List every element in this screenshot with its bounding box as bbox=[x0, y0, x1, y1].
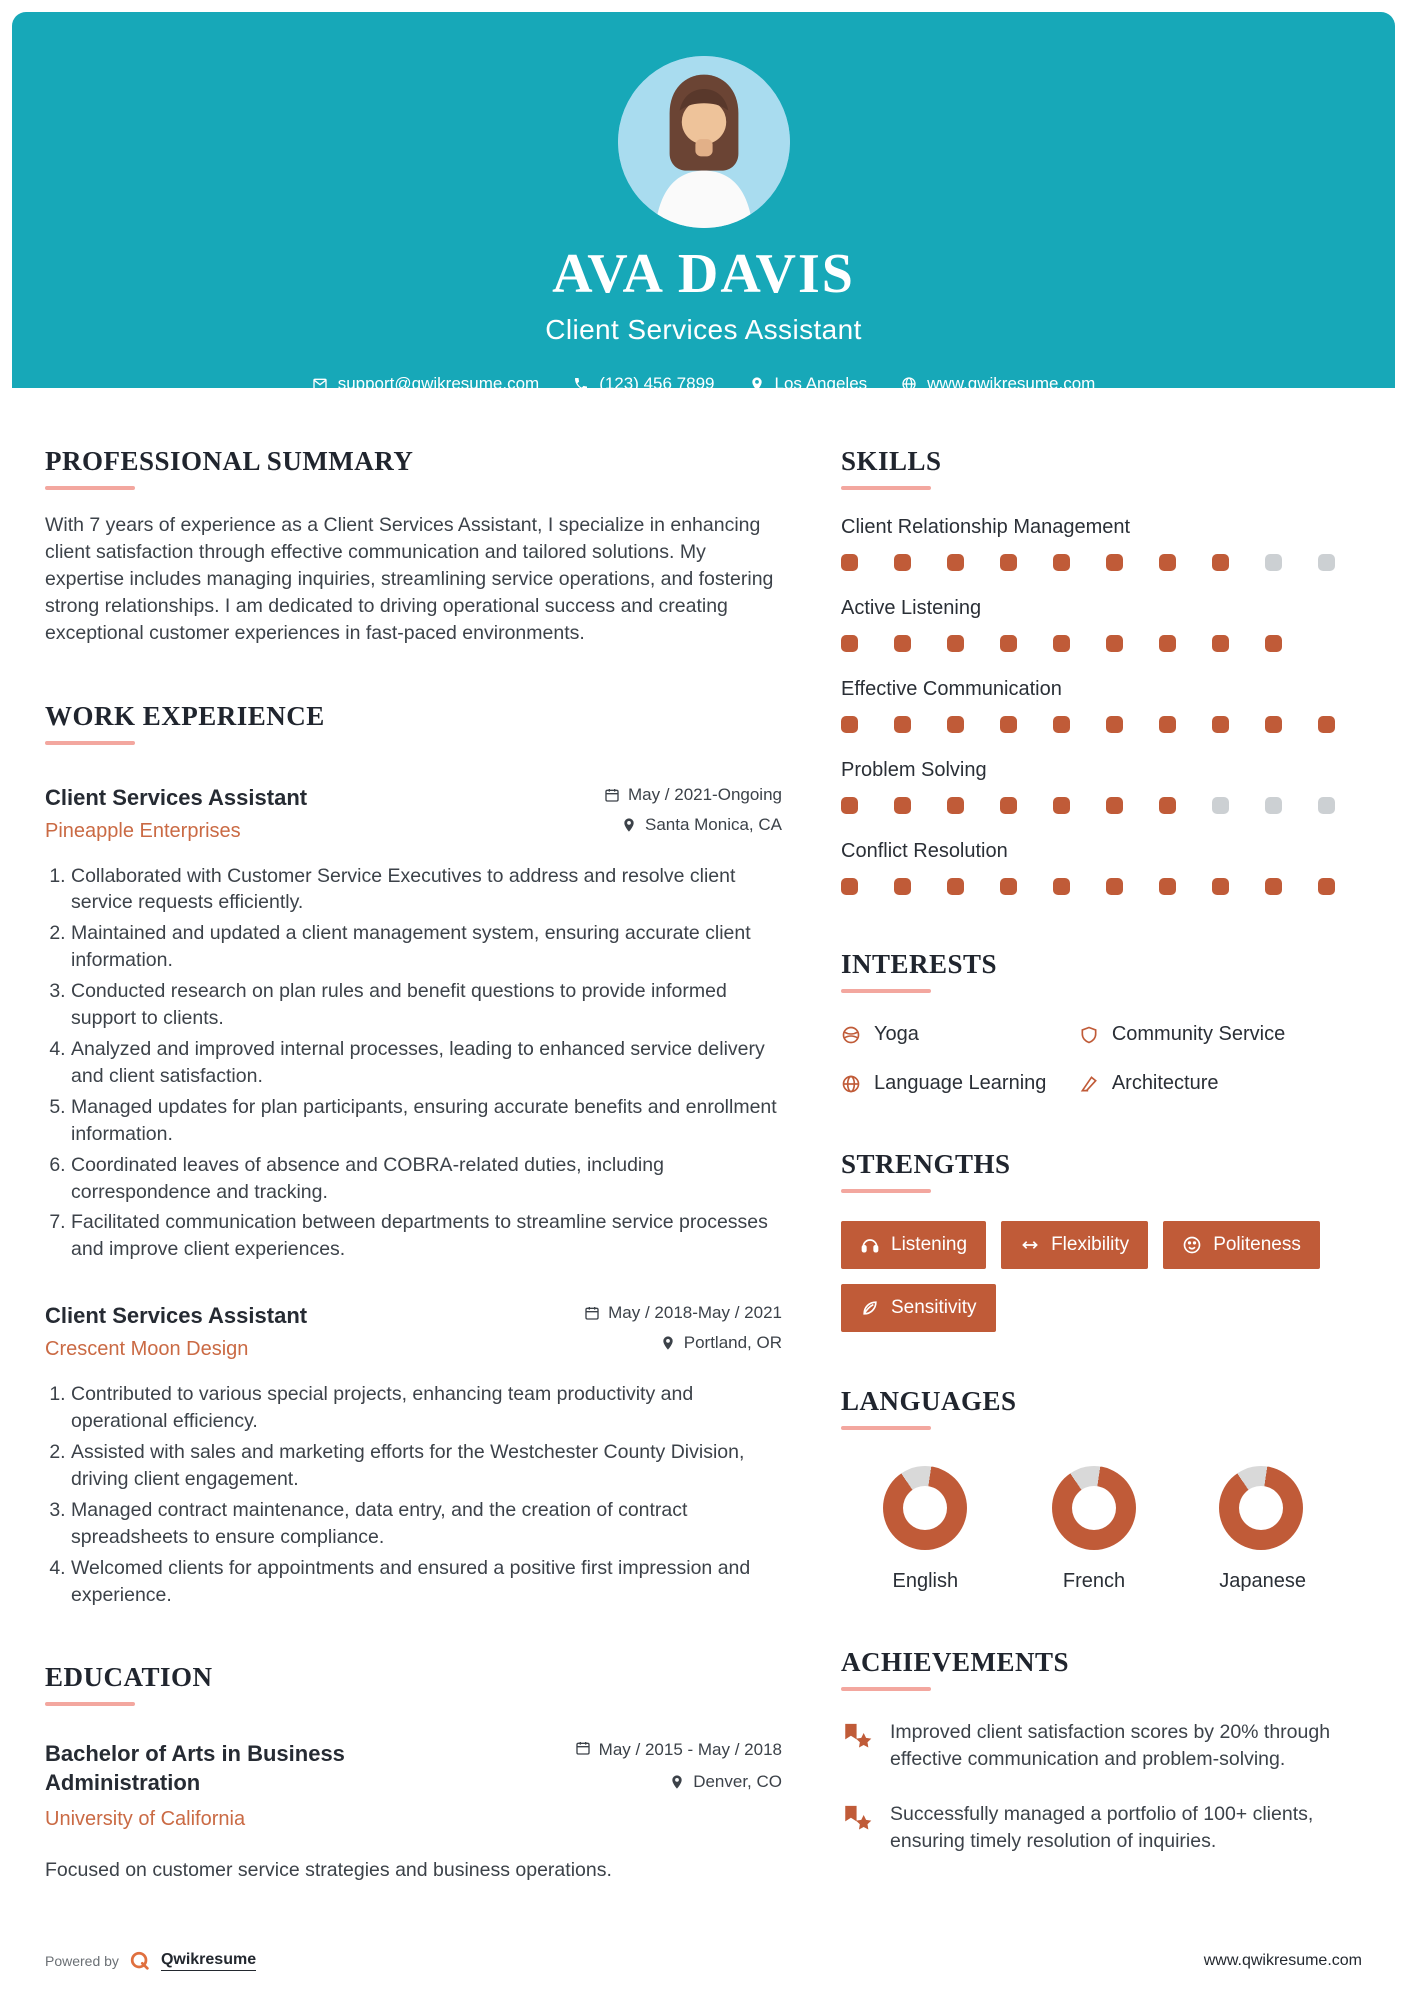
summary-text: With 7 years of experience as a Client Services Assistant, I specialize in enhancing client satisfaction through effective communication and tailored solutions. My expertise includes managing inquiries, streamlining service operations, and fostering strong relationships. I am dedicated to driving operational success and creating exceptional customer experiences in fast-paced environments. bbox=[45, 514, 774, 644]
skill-dot bbox=[894, 635, 911, 652]
education-location bbox=[575, 1772, 782, 1792]
job-bullet: 3. Conducted research on plan rules and benefit questions to provide informed support to clients. bbox=[71, 978, 782, 1032]
achievement-item bbox=[841, 1801, 1347, 1855]
skill-dot bbox=[1106, 716, 1123, 733]
interest-label: Architecture bbox=[1111, 1072, 1219, 1094]
skill-dot bbox=[947, 716, 964, 733]
smiley-icon bbox=[1182, 1235, 1202, 1255]
skill-item bbox=[841, 516, 1347, 571]
job-company: Pineapple Enterprises bbox=[45, 819, 241, 842]
right-column bbox=[841, 446, 1347, 1938]
skill-dot bbox=[1053, 635, 1070, 652]
achievements-list bbox=[841, 1719, 1347, 1855]
yoga-icon bbox=[841, 1025, 861, 1045]
leaf-icon bbox=[860, 1298, 880, 1318]
skill-dot bbox=[947, 878, 964, 895]
skill-item bbox=[841, 759, 1347, 814]
strength-label: Listening bbox=[891, 1234, 968, 1255]
skill-label: Conflict Resolution bbox=[841, 840, 1008, 862]
skill-dot bbox=[1212, 554, 1229, 571]
skill-dot bbox=[947, 797, 964, 814]
pin-icon bbox=[660, 1335, 676, 1351]
skills-heading: SKILLS bbox=[841, 446, 1347, 490]
skill-dot bbox=[1053, 716, 1070, 733]
contact-item[interactable] bbox=[573, 374, 714, 394]
skill-dot bbox=[1159, 878, 1176, 895]
job-bullet: 4. Analyzed and improved internal processes, leading to enhanced service delivery and client satisfaction. bbox=[71, 1036, 782, 1090]
job-location bbox=[604, 815, 782, 835]
resume-page bbox=[0, 12, 1407, 2002]
skill-dot bbox=[841, 797, 858, 814]
skill-dot bbox=[841, 878, 858, 895]
contact-text: www.qwikresume.com bbox=[927, 374, 1096, 393]
job-bullet: 6. Coordinated leaves of absence and COBRA-related duties, including correspondence and tracking. bbox=[71, 1152, 782, 1206]
work-heading: WORK EXPERIENCE bbox=[45, 701, 782, 745]
skill-dot bbox=[894, 554, 911, 571]
job-bullet: 2. Assisted with sales and marketing efforts for the Westchester County Division, driving client engagement. bbox=[71, 1439, 782, 1493]
job-location bbox=[584, 1333, 782, 1353]
job-dates bbox=[604, 785, 782, 805]
skill-dot bbox=[1106, 554, 1123, 571]
skill-dot bbox=[1318, 716, 1335, 733]
job-bullet: 7. Facilitated communication between departments to streamline service processes and improve client experiences. bbox=[71, 1209, 782, 1263]
skill-dot bbox=[894, 797, 911, 814]
interest-item bbox=[841, 1072, 1079, 1095]
skill-dot bbox=[1053, 797, 1070, 814]
badge-icon bbox=[841, 1803, 875, 1837]
language-donut bbox=[1219, 1466, 1303, 1550]
education-heading: EDUCATION bbox=[45, 1662, 782, 1706]
skill-dot bbox=[841, 635, 858, 652]
phone-icon bbox=[573, 376, 589, 392]
strength-label: Flexibility bbox=[1051, 1234, 1130, 1255]
skill-label: Client Relationship Management bbox=[841, 516, 1131, 538]
section-strengths bbox=[841, 1149, 1347, 1332]
strength-chip bbox=[1163, 1221, 1320, 1269]
education-entry bbox=[45, 1740, 782, 1830]
calendar-icon bbox=[584, 1305, 600, 1321]
skill-dot bbox=[947, 554, 964, 571]
achievement-text: Successfully managed a portfolio of 100+ clients, ensuring timely resolution of inquiries. bbox=[890, 1802, 1314, 1852]
languages-list bbox=[841, 1466, 1347, 1593]
skill-rating bbox=[841, 878, 1347, 895]
powered-by-label: Powered by bbox=[45, 1953, 119, 1969]
avatar-illustration bbox=[618, 56, 790, 228]
language-learning-icon bbox=[841, 1074, 861, 1094]
skill-dot bbox=[947, 635, 964, 652]
left-column bbox=[45, 446, 782, 1938]
skill-dot bbox=[1159, 635, 1176, 652]
contact-text: Los Angeles bbox=[774, 374, 868, 393]
interests-heading: INTERESTS bbox=[841, 949, 1347, 993]
strength-label: Sensitivity bbox=[891, 1297, 977, 1318]
interest-item bbox=[841, 1023, 1079, 1046]
skill-rating bbox=[841, 635, 1347, 652]
job-bullet: 2. Maintained and updated a client management system, ensuring accurate client information. bbox=[71, 920, 782, 974]
candidate-title: Client Services Assistant bbox=[545, 314, 862, 345]
summary-heading: PROFESSIONAL SUMMARY bbox=[45, 446, 782, 490]
skill-dot bbox=[1212, 716, 1229, 733]
skill-dot bbox=[841, 716, 858, 733]
architecture-icon bbox=[1079, 1074, 1099, 1094]
footer-site-link[interactable]: www.qwikresume.com bbox=[1203, 1952, 1362, 1969]
skill-dot bbox=[894, 878, 911, 895]
skill-dot bbox=[1159, 554, 1176, 571]
calendar-icon bbox=[575, 1740, 591, 1756]
skill-dot bbox=[1159, 797, 1176, 814]
skill-item bbox=[841, 678, 1347, 733]
skill-rating bbox=[841, 554, 1347, 571]
skill-dot bbox=[1000, 878, 1017, 895]
language-donut bbox=[883, 1466, 967, 1550]
contact-item[interactable] bbox=[312, 374, 540, 394]
skill-dot bbox=[1318, 554, 1335, 571]
footer bbox=[45, 1950, 1362, 1972]
job-list bbox=[45, 785, 782, 1609]
interest-label: Yoga bbox=[874, 1023, 919, 1045]
job-bullet: 1. Collaborated with Customer Service Executives to address and resolve client service requests efficiently. bbox=[71, 863, 782, 917]
section-work-experience bbox=[45, 701, 782, 1609]
skill-dot bbox=[1212, 878, 1229, 895]
pin-icon bbox=[669, 1774, 685, 1790]
strengths-heading: STRENGTHS bbox=[841, 1149, 1347, 1193]
job-dates-text: May / 2021-Ongoing bbox=[627, 784, 782, 804]
languages-heading: LANGUAGES bbox=[841, 1386, 1347, 1430]
achievement-item bbox=[841, 1719, 1347, 1773]
job-bullets bbox=[45, 863, 782, 1264]
section-professional-summary bbox=[45, 446, 782, 647]
headphones-icon bbox=[860, 1235, 880, 1255]
job-bullet: 3. Managed contract maintenance, data entry, and the creation of contract spreadsheets to ensure compliance. bbox=[71, 1497, 782, 1551]
skill-rating bbox=[841, 797, 1347, 814]
strength-label: Politeness bbox=[1213, 1234, 1301, 1255]
section-education bbox=[45, 1662, 782, 1883]
candidate-name: AVA DAVIS bbox=[552, 243, 855, 305]
skill-dot bbox=[1053, 878, 1070, 895]
skill-dot bbox=[1000, 635, 1017, 652]
job-entry bbox=[45, 785, 782, 1264]
interest-label: Community Service bbox=[1111, 1023, 1286, 1045]
language-label: English bbox=[892, 1570, 959, 1592]
skill-dot bbox=[1265, 554, 1282, 571]
calendar-icon bbox=[604, 787, 620, 803]
arrows-icon bbox=[1020, 1235, 1040, 1255]
education-dates-text: May / 2015 - May / 2018 bbox=[598, 1740, 782, 1760]
strengths-list bbox=[841, 1221, 1347, 1332]
job-title: Client Services Assistant bbox=[45, 1303, 308, 1329]
language-donut bbox=[1052, 1466, 1136, 1550]
community-service-icon bbox=[1079, 1025, 1099, 1045]
job-location-text: Portland, OR bbox=[683, 1333, 782, 1353]
section-interests bbox=[841, 949, 1347, 1095]
section-skills bbox=[841, 446, 1347, 895]
skill-dot bbox=[1265, 878, 1282, 895]
profile-photo bbox=[618, 56, 790, 228]
language-label: French bbox=[1062, 1570, 1126, 1592]
pin-icon bbox=[621, 817, 637, 833]
skill-label: Active Listening bbox=[841, 597, 982, 619]
skill-dot bbox=[841, 554, 858, 571]
job-company: Crescent Moon Design bbox=[45, 1338, 249, 1361]
contact-item[interactable] bbox=[749, 374, 868, 394]
skill-item bbox=[841, 840, 1347, 895]
education-dates bbox=[575, 1740, 782, 1760]
skill-dot bbox=[1000, 797, 1017, 814]
header bbox=[12, 12, 1395, 393]
skill-dot bbox=[1212, 635, 1229, 652]
skill-dot bbox=[1106, 635, 1123, 652]
badge-icon bbox=[841, 1721, 875, 1755]
skill-dot bbox=[1000, 554, 1017, 571]
job-bullet: 4. Welcomed clients for appointments and ensured a positive first impression and experience. bbox=[71, 1555, 782, 1609]
skill-dot bbox=[1106, 797, 1123, 814]
job-dates-text: May / 2018-May / 2021 bbox=[608, 1303, 782, 1323]
education-degree: Bachelor of Arts in Business Administration bbox=[45, 1741, 345, 1796]
interest-item bbox=[1079, 1072, 1347, 1095]
section-achievements bbox=[841, 1647, 1347, 1855]
strength-chip bbox=[841, 1284, 996, 1332]
language-item bbox=[1052, 1466, 1136, 1593]
language-label: Japanese bbox=[1219, 1570, 1307, 1592]
contact-item[interactable] bbox=[901, 374, 1095, 394]
achievement-text: Improved client satisfaction scores by 20% through effective communication and problem-solving. bbox=[890, 1721, 1331, 1770]
skill-rating bbox=[841, 716, 1347, 733]
skill-dot bbox=[1000, 716, 1017, 733]
qwikresume-logo-icon bbox=[129, 1950, 151, 1972]
qwikresume-brand-link[interactable]: Qwikresume bbox=[161, 1951, 256, 1971]
skill-dot bbox=[1159, 716, 1176, 733]
interest-item bbox=[1079, 1023, 1347, 1046]
job-entry bbox=[45, 1303, 782, 1608]
achievements-heading: ACHIEVEMENTS bbox=[841, 1647, 1347, 1691]
job-bullet: 5. Managed updates for plan participants, ensuring accurate benefits and enrollment information. bbox=[71, 1094, 782, 1148]
skill-dot bbox=[1212, 797, 1229, 814]
education-school: University of California bbox=[45, 1807, 246, 1830]
job-bullet: 1. Contributed to various special projects, enhancing team productivity and operational efficiency. bbox=[71, 1381, 782, 1435]
job-location-text: Santa Monica, CA bbox=[644, 814, 782, 834]
skill-item bbox=[841, 597, 1347, 652]
contact-text: (123) 456 7899 bbox=[599, 374, 715, 393]
globe-icon bbox=[901, 376, 917, 392]
skill-dot bbox=[1265, 716, 1282, 733]
strength-chip bbox=[1001, 1221, 1148, 1269]
skill-dot bbox=[1106, 878, 1123, 895]
skill-dot bbox=[1318, 797, 1335, 814]
skill-label: Problem Solving bbox=[841, 759, 987, 781]
email-icon bbox=[312, 376, 328, 392]
location-icon bbox=[749, 376, 765, 392]
job-dates bbox=[584, 1303, 782, 1323]
skill-dot bbox=[1265, 797, 1282, 814]
skill-dot bbox=[1318, 878, 1335, 895]
education-location-text: Denver, CO bbox=[693, 1772, 782, 1792]
skill-dot bbox=[894, 716, 911, 733]
section-languages bbox=[841, 1386, 1347, 1593]
job-title: Client Services Assistant bbox=[45, 784, 308, 810]
interests-list bbox=[841, 1023, 1347, 1095]
skills-list bbox=[841, 516, 1347, 895]
education-note: Focused on customer service strategies and business operations. bbox=[45, 1858, 612, 1881]
strength-chip bbox=[841, 1221, 986, 1269]
language-item bbox=[1219, 1466, 1306, 1593]
contact-text: support@qwikresume.com bbox=[337, 374, 540, 393]
skill-label: Effective Communication bbox=[841, 678, 1062, 700]
content-columns bbox=[0, 388, 1407, 1938]
interest-label: Language Learning bbox=[874, 1072, 1047, 1094]
skill-dot bbox=[1265, 635, 1282, 652]
skill-dot bbox=[1053, 554, 1070, 571]
language-item bbox=[883, 1466, 967, 1593]
job-bullets bbox=[45, 1381, 782, 1608]
